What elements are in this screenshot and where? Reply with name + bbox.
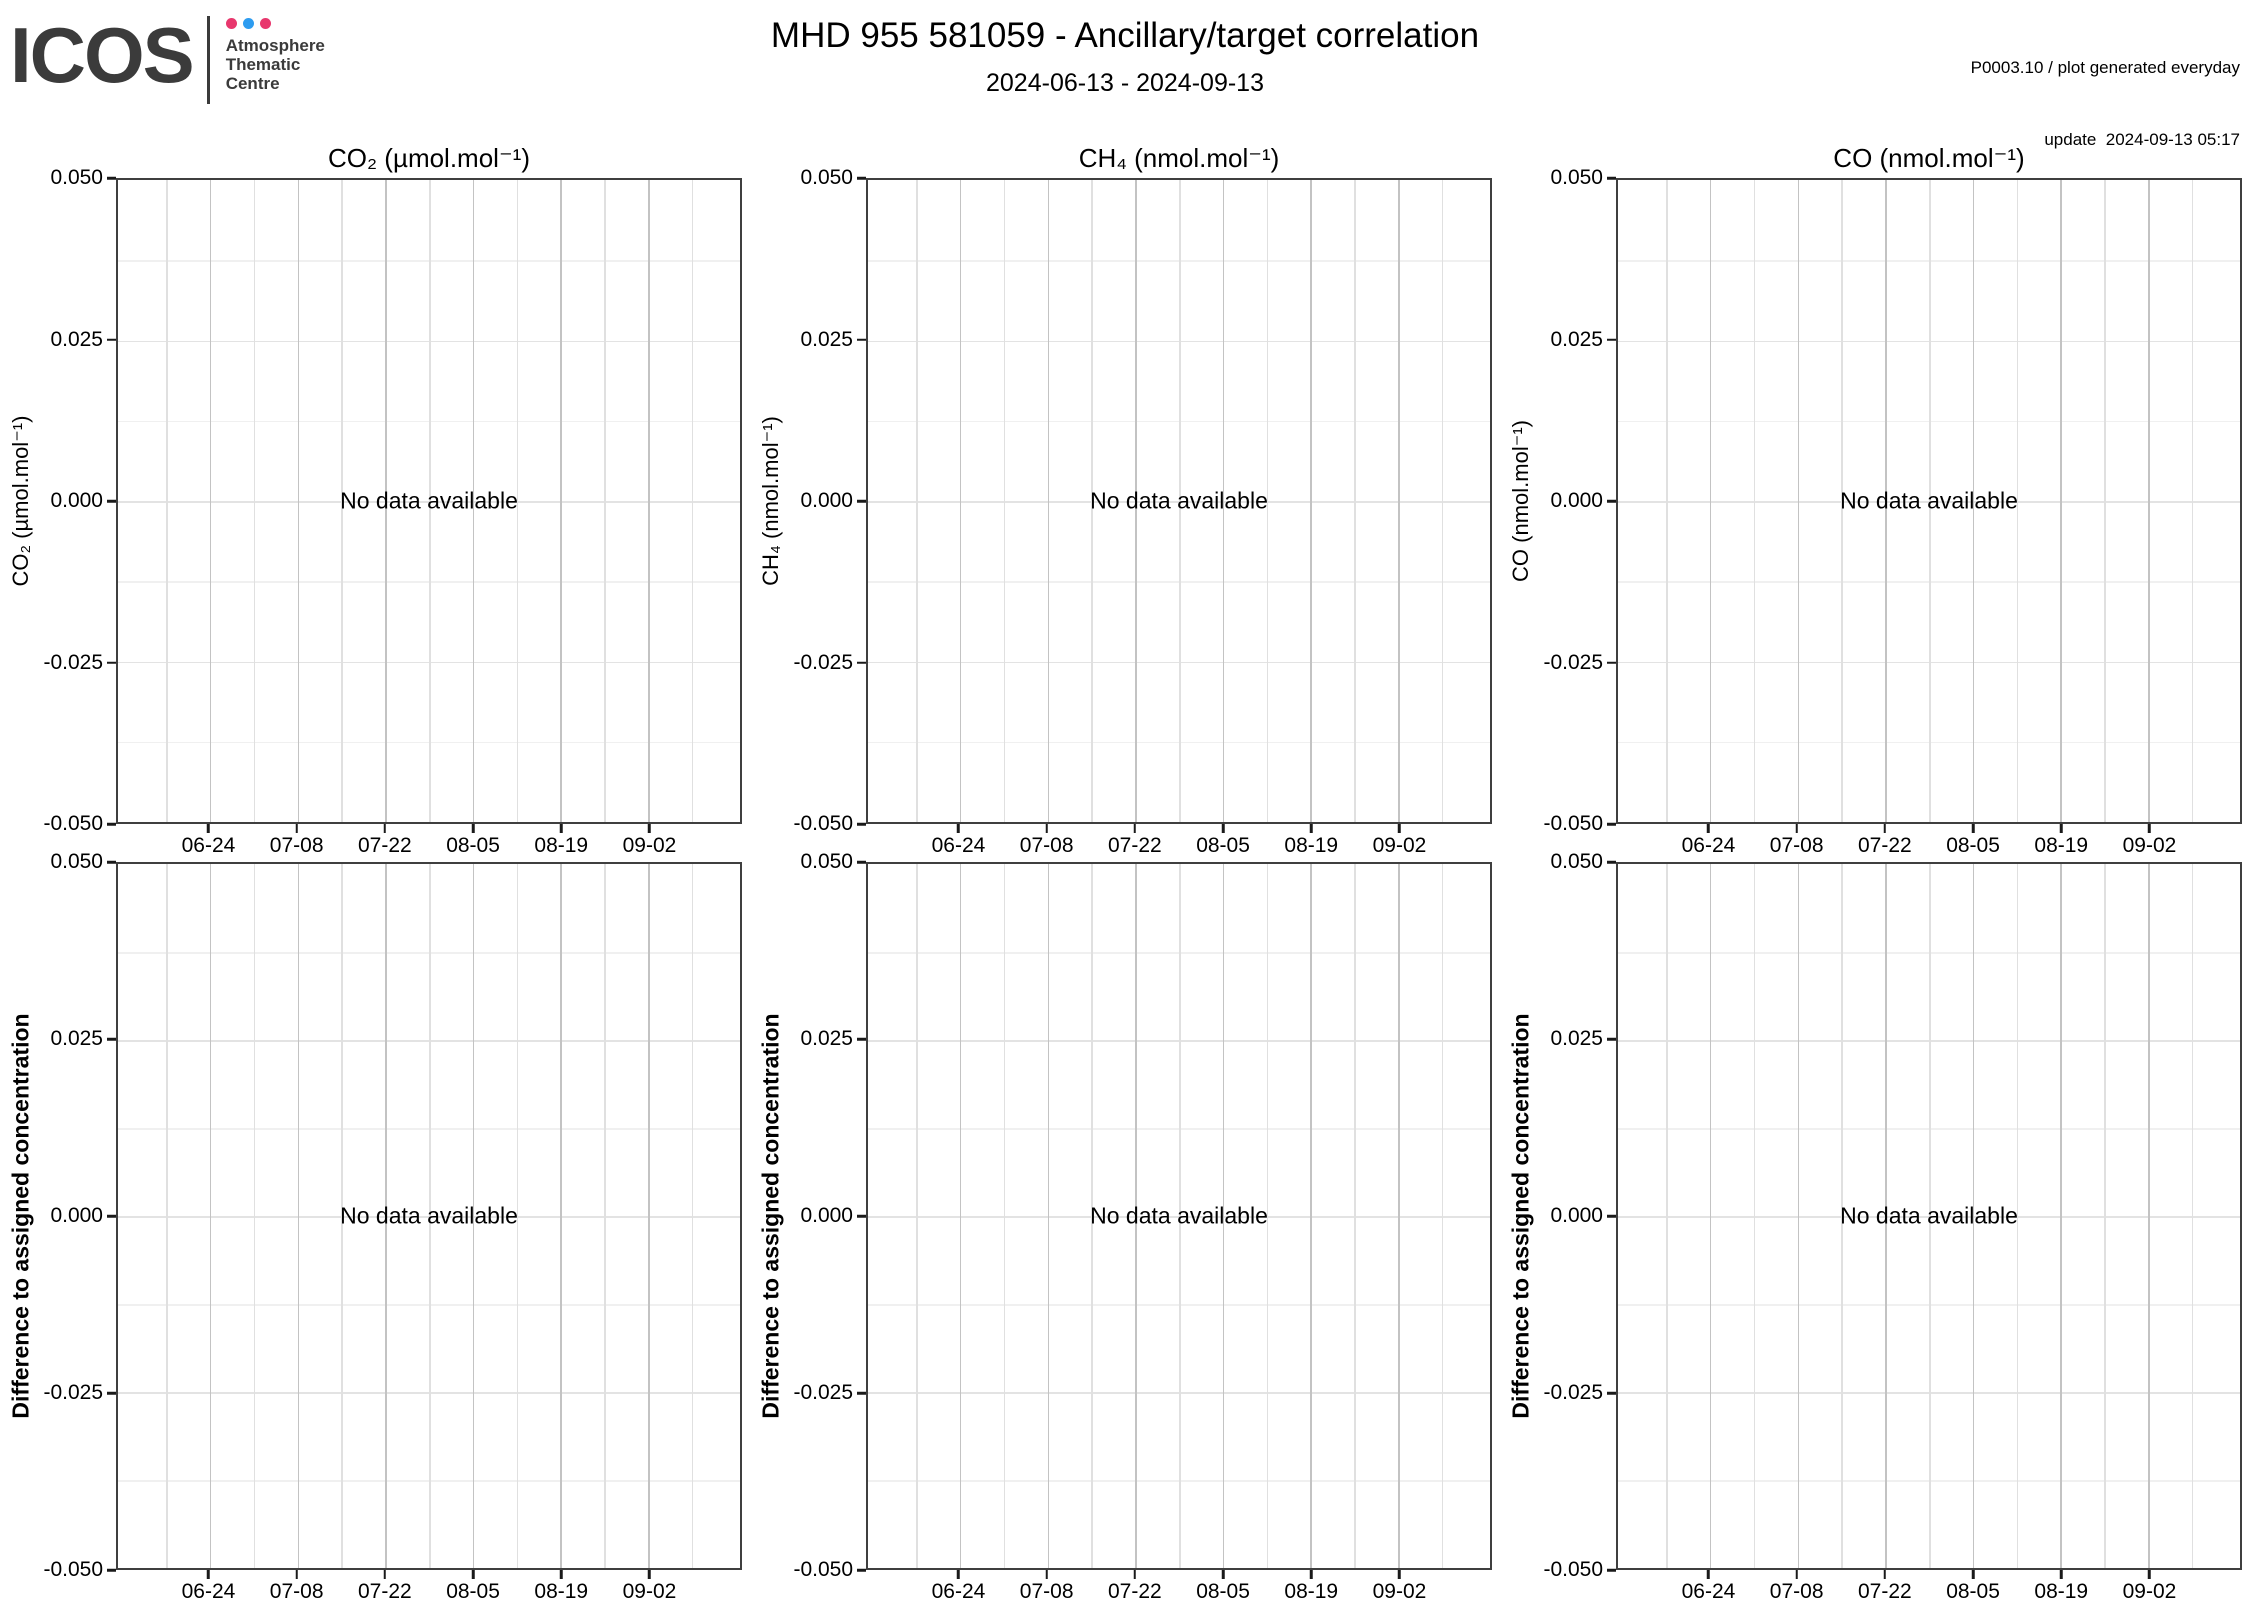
x-tick-label: 08-05 xyxy=(1946,834,2000,857)
x-tick-label: 07-08 xyxy=(1769,834,1824,857)
gridline xyxy=(1310,864,1312,1568)
panel-area xyxy=(750,166,1492,835)
gridline xyxy=(916,180,918,822)
x-tick-mark xyxy=(2148,1570,2151,1579)
gridline xyxy=(1666,180,1668,822)
gridline xyxy=(166,864,168,1568)
gridline xyxy=(2104,864,2106,1568)
y-tick-label: -0.025 xyxy=(43,650,103,674)
y-tick-mark xyxy=(857,1038,866,1041)
gridline xyxy=(254,864,256,1568)
logo-org-line: Thematic xyxy=(225,55,301,74)
gridline xyxy=(2104,180,2106,822)
gridline xyxy=(1354,180,1356,822)
y-tick-label: 0.025 xyxy=(800,327,853,351)
gridline xyxy=(648,864,650,1568)
y-tick-label: 0.050 xyxy=(800,166,853,189)
y-tick-label: 0.025 xyxy=(50,327,103,351)
gridline xyxy=(254,180,256,822)
x-tick-label: 07-08 xyxy=(1019,1580,1074,1603)
y-tick-mark xyxy=(107,823,116,826)
no-data-message: No data available xyxy=(1090,1202,1268,1229)
gridline xyxy=(1666,864,1668,1568)
gridline xyxy=(1710,864,1712,1568)
subplot-co2 xyxy=(0,130,750,862)
x-tick-mark xyxy=(2148,824,2151,833)
no-data-message: No data available xyxy=(340,487,518,514)
plot-panel xyxy=(116,178,742,824)
pink-dot-icon xyxy=(260,18,271,29)
logo-org-line: Centre xyxy=(225,74,280,93)
y-axis-title-text: CO (nmol.mol⁻¹) xyxy=(1508,420,1533,582)
y-axis-ticks xyxy=(1542,166,1616,835)
x-tick-label: 09-02 xyxy=(622,1580,677,1603)
x-tick-mark xyxy=(1707,1570,1710,1579)
y-tick-label: -0.050 xyxy=(793,1558,853,1581)
gridline xyxy=(648,180,650,822)
gridline xyxy=(560,864,562,1568)
y-tick-mark xyxy=(857,861,866,864)
plot-panel xyxy=(866,862,1492,1570)
y-tick-mark xyxy=(1607,1569,1616,1572)
gridline xyxy=(916,864,918,1568)
y-tick-label: 0.025 xyxy=(1550,1027,1603,1050)
gridline xyxy=(2148,864,2150,1568)
x-tick-label: 08-19 xyxy=(2034,834,2089,857)
x-tick-label: 08-19 xyxy=(534,1580,589,1603)
y-tick-label: -0.025 xyxy=(43,1381,103,1404)
x-axis-ticks xyxy=(116,824,742,862)
y-axis-title xyxy=(750,178,792,824)
x-axis-ticks xyxy=(1616,824,2242,862)
y-axis-title-text: CO₂ (µmol.mol⁻¹) xyxy=(8,415,33,587)
no-data-message: No data available xyxy=(1090,487,1268,514)
x-tick-label: 09-02 xyxy=(2122,1580,2177,1603)
y-tick-label: -0.050 xyxy=(1543,1558,1603,1581)
x-tick-mark xyxy=(560,824,563,833)
x-tick-label: 06-24 xyxy=(181,1580,236,1603)
x-tick-label: 06-24 xyxy=(1681,834,1736,857)
gridline xyxy=(1398,180,1400,822)
x-tick-mark xyxy=(207,824,210,833)
no-data-message: No data available xyxy=(1840,1202,2018,1229)
y-tick-label: 0.000 xyxy=(1550,489,1603,512)
y-axis-title xyxy=(0,178,42,824)
y-tick-label: 0.000 xyxy=(800,1204,853,1227)
x-tick-label: 07-22 xyxy=(1858,834,1912,857)
panel-area xyxy=(0,850,742,1581)
x-tick-mark xyxy=(1972,1570,1975,1579)
x-tick-label: 07-08 xyxy=(1019,834,1074,857)
no-data-message: No data available xyxy=(1840,487,2018,514)
x-tick-label: 07-22 xyxy=(358,1580,412,1603)
y-axis-title xyxy=(1500,862,1542,1570)
x-tick-mark xyxy=(384,1570,387,1579)
x-tick-mark xyxy=(1222,824,1225,833)
subplot-ch4-difference xyxy=(750,850,1500,1608)
y-axis-ticks xyxy=(1542,850,1616,1581)
y-tick-mark xyxy=(1607,661,1616,664)
x-tick-mark xyxy=(472,824,475,833)
y-tick-label: -0.025 xyxy=(1543,1381,1603,1404)
gridline xyxy=(1754,180,1756,822)
logo-wordmark: ICOS xyxy=(10,11,193,99)
y-axis-title-text: Difference to assigned concentration xyxy=(7,1013,34,1419)
gridline xyxy=(2192,180,2194,822)
gridline xyxy=(1798,864,1800,1568)
gridline xyxy=(1442,180,1444,822)
x-tick-label: 06-24 xyxy=(931,834,986,857)
x-tick-mark xyxy=(1134,1570,1137,1579)
gridline xyxy=(210,180,212,822)
y-tick-label: 0.025 xyxy=(1550,327,1603,351)
x-tick-mark xyxy=(1045,824,1048,833)
x-tick-mark xyxy=(472,1570,475,1579)
gridline xyxy=(1798,180,1800,822)
generation-info-line-2: update 2024-09-13 05:17 xyxy=(2044,130,2240,149)
gridline xyxy=(1048,864,1050,1568)
x-tick-label: 06-24 xyxy=(181,834,236,857)
x-tick-label: 09-02 xyxy=(2122,834,2177,857)
subplot-co-difference xyxy=(1500,850,2250,1608)
y-axis-ticks xyxy=(792,850,866,1581)
panel-area xyxy=(1500,166,2242,835)
y-axis-title-text: Difference to assigned concentration xyxy=(1507,1013,1534,1419)
gridline xyxy=(960,180,962,822)
y-tick-mark xyxy=(107,1569,116,1572)
x-tick-label: 08-05 xyxy=(1946,1580,2000,1603)
gridline xyxy=(2060,864,2062,1568)
y-tick-label: -0.025 xyxy=(793,650,853,674)
gridline xyxy=(1710,180,1712,822)
y-tick-label: -0.050 xyxy=(1543,812,1603,835)
y-tick-mark xyxy=(1607,177,1616,180)
plots-grid xyxy=(0,130,2250,1608)
y-axis-title-text: Difference to assigned concentration xyxy=(757,1013,784,1419)
y-tick-label: 0.000 xyxy=(50,489,103,512)
y-tick-mark xyxy=(107,1392,116,1395)
gridline xyxy=(210,864,212,1568)
logo-org-line: Atmosphere xyxy=(225,36,325,55)
x-tick-label: 07-22 xyxy=(358,834,412,857)
x-tick-mark xyxy=(1310,1570,1313,1579)
y-tick-mark xyxy=(107,338,116,341)
y-axis-ticks xyxy=(792,166,866,835)
x-tick-mark xyxy=(384,824,387,833)
y-tick-mark xyxy=(857,1392,866,1395)
y-tick-label: 0.050 xyxy=(1550,850,1603,873)
gridline xyxy=(1004,864,1006,1568)
x-tick-mark xyxy=(1398,1570,1401,1579)
x-tick-mark xyxy=(1972,824,1975,833)
x-tick-label: 09-02 xyxy=(1372,1580,1427,1603)
x-tick-label: 08-05 xyxy=(1196,834,1250,857)
panel-area xyxy=(750,850,1492,1581)
y-tick-label: 0.000 xyxy=(50,1204,103,1227)
gridline xyxy=(166,180,168,822)
x-tick-label: 08-05 xyxy=(446,1580,500,1603)
x-tick-mark xyxy=(957,824,960,833)
x-tick-mark xyxy=(648,824,651,833)
generation-info-line-1: P0003.10 / plot generated everyday xyxy=(1970,58,2240,77)
plot-panel xyxy=(866,178,1492,824)
y-tick-label: 0.050 xyxy=(1550,166,1603,189)
x-tick-label: 07-22 xyxy=(1108,1580,1162,1603)
x-tick-mark xyxy=(1134,824,1137,833)
x-tick-mark xyxy=(1310,824,1313,833)
panel-title: CO (nmol.mol⁻¹) xyxy=(1833,143,2025,173)
logo-divider xyxy=(207,16,210,104)
x-tick-mark xyxy=(2060,1570,2063,1579)
gridline xyxy=(604,180,606,822)
y-axis-ticks xyxy=(42,850,116,1581)
x-tick-label: 06-24 xyxy=(1681,1580,1736,1603)
x-tick-mark xyxy=(1707,824,1710,833)
x-axis-ticks xyxy=(866,824,1492,862)
x-tick-label: 09-02 xyxy=(622,834,677,857)
plot-panel xyxy=(1616,862,2242,1570)
icos-logo xyxy=(10,12,325,104)
y-tick-label: -0.025 xyxy=(1543,650,1603,674)
x-tick-label: 06-24 xyxy=(931,1580,986,1603)
y-tick-mark xyxy=(857,1215,866,1218)
x-tick-label: 07-08 xyxy=(1769,1580,1824,1603)
y-tick-label: -0.050 xyxy=(43,812,103,835)
y-tick-mark xyxy=(857,177,866,180)
x-tick-label: 08-19 xyxy=(534,834,589,857)
gridline xyxy=(2060,180,2062,822)
y-tick-label: 0.050 xyxy=(50,166,103,189)
y-tick-label: -0.025 xyxy=(793,1381,853,1404)
gridline xyxy=(1442,864,1444,1568)
x-tick-label: 07-08 xyxy=(269,834,324,857)
x-tick-mark xyxy=(1398,824,1401,833)
subplot-co2-difference xyxy=(0,850,750,1608)
x-tick-label: 08-19 xyxy=(1284,834,1339,857)
date-range-subtitle: 2024-06-13 - 2024-09-13 xyxy=(986,69,1264,97)
panel-title: CH₄ (nmol.mol⁻¹) xyxy=(1078,143,1280,173)
pink-dot-icon xyxy=(226,18,237,29)
y-axis-title xyxy=(1500,178,1542,824)
x-tick-mark xyxy=(207,1570,210,1579)
y-tick-label: 0.000 xyxy=(800,489,853,512)
x-tick-label: 07-08 xyxy=(269,1580,324,1603)
y-tick-label: 0.025 xyxy=(50,1027,103,1050)
header-bar xyxy=(0,0,2250,149)
x-tick-label: 07-22 xyxy=(1108,834,1162,857)
y-tick-mark xyxy=(857,1569,866,1572)
x-tick-label: 08-05 xyxy=(1196,1580,1250,1603)
y-tick-label: -0.050 xyxy=(793,812,853,835)
y-tick-mark xyxy=(107,1038,116,1041)
page-title: MHD 955 581059 - Ancillary/target correlation xyxy=(770,16,1480,55)
gridline xyxy=(2148,180,2150,822)
y-tick-mark xyxy=(107,661,116,664)
y-tick-mark xyxy=(1607,338,1616,341)
y-tick-mark xyxy=(107,500,116,503)
y-tick-mark xyxy=(857,661,866,664)
x-tick-label: 08-19 xyxy=(1284,1580,1339,1603)
x-tick-mark xyxy=(2060,824,2063,833)
y-tick-label: 0.050 xyxy=(800,850,853,873)
x-axis-ticks xyxy=(1616,1570,2242,1608)
x-tick-mark xyxy=(1045,1570,1048,1579)
y-tick-label: -0.050 xyxy=(43,1558,103,1581)
x-tick-mark xyxy=(1222,1570,1225,1579)
x-axis-ticks xyxy=(866,1570,1492,1608)
y-axis-title xyxy=(0,862,42,1570)
y-axis-title xyxy=(750,862,792,1570)
y-tick-mark xyxy=(107,861,116,864)
x-tick-mark xyxy=(1884,824,1887,833)
blue-dot-icon xyxy=(243,18,254,29)
x-tick-label: 08-05 xyxy=(446,834,500,857)
panel-title: CO₂ (µmol.mol⁻¹) xyxy=(327,143,530,173)
y-tick-mark xyxy=(1607,500,1616,503)
y-tick-mark xyxy=(107,177,116,180)
gridline xyxy=(2192,864,2194,1568)
x-tick-mark xyxy=(1795,1570,1798,1579)
x-tick-mark xyxy=(560,1570,563,1579)
y-tick-label: 0.050 xyxy=(50,850,103,873)
gridline xyxy=(692,864,694,1568)
gridline xyxy=(604,864,606,1568)
y-tick-mark xyxy=(857,338,866,341)
gridline xyxy=(692,180,694,822)
x-tick-mark xyxy=(1884,1570,1887,1579)
plot-panel xyxy=(1616,178,2242,824)
y-tick-mark xyxy=(1607,861,1616,864)
subplot-co xyxy=(1500,130,2250,862)
x-tick-label: 09-02 xyxy=(1372,834,1427,857)
y-axis-ticks xyxy=(42,166,116,835)
no-data-message: No data available xyxy=(340,1202,518,1229)
y-tick-mark xyxy=(1607,1038,1616,1041)
gridline xyxy=(298,180,300,822)
y-tick-mark xyxy=(1607,1392,1616,1395)
gridline xyxy=(560,180,562,822)
panel-area xyxy=(0,166,742,835)
x-tick-mark xyxy=(648,1570,651,1579)
gridline xyxy=(960,864,962,1568)
gridline xyxy=(1354,864,1356,1568)
y-tick-mark xyxy=(107,1215,116,1218)
y-tick-mark xyxy=(1607,823,1616,826)
y-tick-label: 0.000 xyxy=(1550,1204,1603,1227)
panel-area xyxy=(1500,850,2242,1581)
x-tick-mark xyxy=(957,1570,960,1579)
gridline xyxy=(1398,864,1400,1568)
x-tick-mark xyxy=(295,1570,298,1579)
x-tick-label: 07-22 xyxy=(1858,1580,1912,1603)
gridline xyxy=(1004,180,1006,822)
gridline xyxy=(1048,180,1050,822)
gridline xyxy=(1754,864,1756,1568)
y-tick-label: 0.025 xyxy=(800,1027,853,1050)
gridline xyxy=(1310,180,1312,822)
x-tick-mark xyxy=(1795,824,1798,833)
y-tick-mark xyxy=(857,500,866,503)
y-axis-title-text: CH₄ (nmol.mol⁻¹) xyxy=(758,416,783,586)
title-block xyxy=(300,16,1950,98)
y-tick-mark xyxy=(857,823,866,826)
plot-panel xyxy=(116,862,742,1570)
subplot-ch4 xyxy=(750,130,1500,862)
x-axis-ticks xyxy=(116,1570,742,1608)
x-tick-label: 08-19 xyxy=(2034,1580,2089,1603)
x-tick-mark xyxy=(295,824,298,833)
y-tick-mark xyxy=(1607,1215,1616,1218)
gridline xyxy=(298,864,300,1568)
